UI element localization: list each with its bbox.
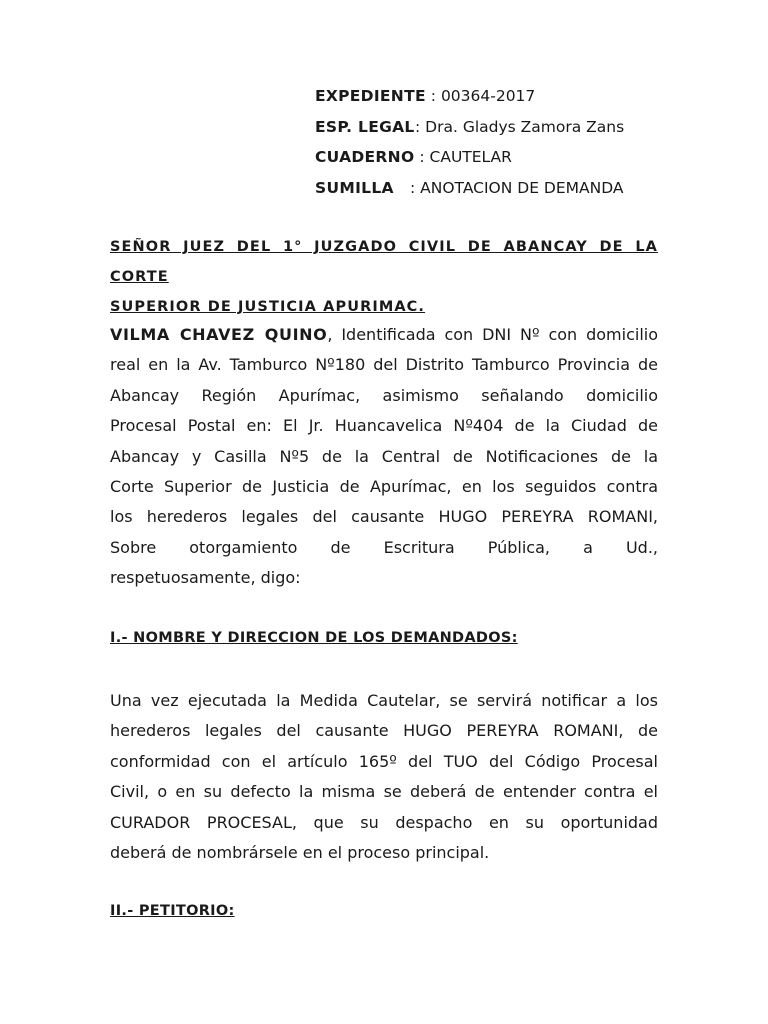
intro-line: Abancay Región Apurímac, asimismo señalando domicilio — [110, 385, 658, 405]
intro-line: real en la Av. Tamburco Nº180 del Distrito Tamburco Provincia de — [110, 355, 658, 375]
section-1-line: conformidad con el artículo 165º del TUO del Código Procesal — [110, 751, 658, 771]
expediente-label: EXPEDIENTE — [315, 87, 426, 105]
plaintiff-name: VILMA CHAVEZ QUINO — [110, 325, 328, 344]
section-1-line: CURADOR PROCESAL, que su despacho en su oportunidad — [110, 812, 658, 832]
sumilla-label: SUMILLA — [315, 179, 394, 198]
intro-line: respetuosamente, digo: — [110, 568, 301, 588]
court-address-line-2: SUPERIOR DE JUSTICIA APURIMAC. — [110, 299, 426, 315]
intro-line-first — [110, 320, 658, 350]
expediente-value: 00364-2017 — [440, 87, 536, 105]
intro-line-first-rest: , Identificada con DNI Nº con domicilio — [327, 325, 658, 344]
court-address-heading — [110, 232, 658, 322]
esp-legal-row: ESP. LEGAL: Dra. Gladys Zamora Zans — [315, 115, 735, 146]
esp-legal-value: Dra. Gladys Zamora Zans — [425, 117, 625, 136]
section-1-line: herederos legales del causante HUGO PEREYRA ROMANI, de — [110, 721, 658, 741]
cuaderno-label: CUADERNO — [315, 148, 415, 167]
intro-line: Abancay y Casilla Nº5 de la Central de Notificaciones de la — [110, 446, 658, 466]
sumilla-value: ANOTACION DE DEMANDA — [420, 179, 624, 198]
cuaderno-value: CAUTELAR — [429, 148, 512, 167]
section-1-line: deberá de nombrársele en el proceso principal. — [110, 842, 490, 862]
section-2-title: II.- PETITORIO: — [110, 903, 235, 919]
cuaderno-row: CUADERNO : CAUTELAR — [315, 148, 512, 167]
esp-legal-label: ESP. LEGAL — [315, 117, 415, 136]
section-1-line: Una vez ejecutada la Medida Cautelar, se servirá notificar a los — [110, 691, 658, 710]
section-1-title-prefix: I — [110, 630, 116, 646]
section-1-line: Civil, o en su defecto la misma se deberá de entender contra el — [110, 782, 658, 802]
court-address-line-1: SEÑOR JUEZ DEL 1° JUZGADO CIVIL DE ABANCAY DE LA CORTE — [110, 239, 658, 285]
section-1-paragraph — [110, 686, 658, 868]
expediente-row: EXPEDIENTE : 00364-2017 — [315, 87, 536, 105]
intro-line: Procesal Postal en: El Jr. Huancavelica Nº404 de la Ciudad de — [110, 416, 658, 436]
intro-line: los herederos legales del causante HUGO PEREYRA ROMANI, — [110, 507, 658, 527]
intro-line: Corte Superior de Justicia de Apurímac, en los seguidos contra — [110, 476, 658, 496]
intro-line: Sobre otorgamiento de Escritura Pública, a Ud., — [110, 537, 658, 557]
section-1-title-rest: .- NOMBRE Y DIRECCION DE LOS DEMANDADOS: — [115, 630, 518, 646]
sumilla-row: SUMILLA : ANOTACION DE DEMANDA — [315, 176, 735, 207]
intro-paragraph — [110, 320, 658, 594]
case-header — [315, 84, 735, 207]
section-1-title — [110, 626, 658, 650]
